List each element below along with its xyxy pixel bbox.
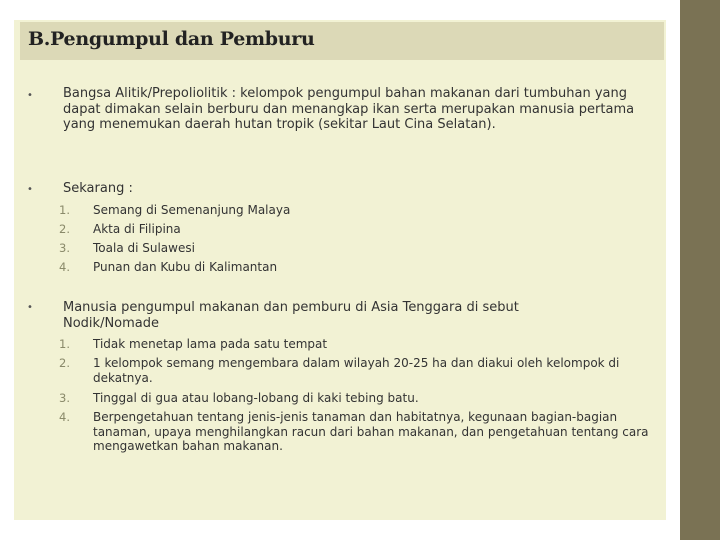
list-item: Punan dan Kubu di Kalimantan: [93, 260, 278, 274]
list-item: 1 kelompok semang mengembara dalam wilayah 20-25 ha dan diakui oleh kelompok di dekatnya.: [93, 356, 620, 385]
list-item-number: 2.: [59, 356, 70, 370]
list-item: Tidak menetap lama pada satu tempat: [93, 337, 328, 351]
bullet-text-nomade: Manusia pengumpul makanan dan pemburu di Asia Tenggara di sebut Nodik/Nomade: [63, 300, 519, 331]
bullet-marker: •: [27, 302, 33, 313]
bullet-text-bangsa-alitik: Bangsa Alitik/Prepoliolitik : kelompok pengumpul bahan makanan dari tumbuhan yang dapat dimakan selain berburu dan menangkap ikan serta merupakan manusia pertama yang menemukan daerah hutan tropik (sekitar Laut Cina Selatan).: [63, 86, 635, 132]
list-item-number: 3.: [59, 241, 70, 255]
slide-title: B.Pengumpul dan Pemburu: [28, 28, 315, 50]
list-item-number: 4.: [59, 260, 70, 274]
bullet-text-sekarang: Sekarang :: [63, 181, 133, 196]
decorative-side-bar: [680, 0, 720, 540]
list-item-number: 1.: [59, 337, 70, 351]
list-item: Toala di Sulawesi: [93, 241, 195, 255]
list-item: Tinggal di gua atau lobang-lobang di kaki tebing batu.: [93, 391, 419, 405]
list-item-number: 3.: [59, 391, 70, 405]
list-item-number: 4.: [59, 410, 70, 424]
bullet-marker: •: [27, 90, 33, 101]
list-item: Semang di Semenanjung Malaya: [93, 203, 291, 217]
bullet-marker: •: [27, 184, 33, 195]
list-item-number: 2.: [59, 222, 70, 236]
list-item-number: 1.: [59, 203, 70, 217]
list-item: Berpengetahuan tentang jenis-jenis tanaman dan habitatnya, kegunaan bagian-bagian tanaman, upaya menghilangkan racun dari bahan makanan, dan pengetahuan tentang cara mengawetkan bahan makanan.: [93, 410, 649, 453]
list-item: Akta di Filipina: [93, 222, 181, 236]
